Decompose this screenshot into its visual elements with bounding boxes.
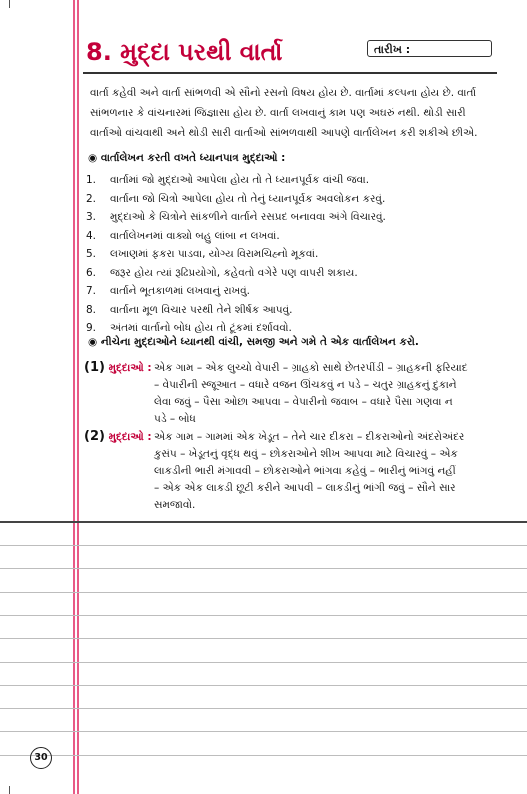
ruled-line	[0, 592, 527, 593]
list-item	[86, 319, 496, 338]
points-list	[86, 171, 496, 338]
topic-label	[84, 429, 152, 444]
ruled-line	[0, 638, 527, 639]
item-text: વાર્તાલેખનમાં વાક્યો બહુ લાંબા ન લખવાં.	[110, 229, 280, 242]
crop-mark	[9, 786, 10, 794]
item-text: અંતમાં વાર્તાનો બોધ હોય તો ટૂંકમાં દર્શાવવો.	[110, 322, 292, 334]
item-number: 4.	[86, 229, 97, 242]
ruled-line	[0, 615, 527, 616]
ruled-line	[0, 545, 527, 546]
topic-label-text: મુદ્દાઓ :	[108, 362, 152, 374]
ruled-line	[0, 708, 527, 709]
list-item	[86, 190, 496, 209]
ruled-line	[0, 755, 527, 756]
ruled-line	[0, 685, 527, 686]
list-item	[86, 301, 496, 320]
topic-line: પડે – બોધ	[154, 413, 196, 425]
page-title: 8. મુદ્દા પરથી વાર્તા	[86, 38, 283, 66]
topic-line: કુસંપ – ખેડૂતનું વૃદ્ધ થવું – છોકરાઓને શીખ આપવા માટે વિચારવું – એક	[154, 448, 458, 460]
item-number: 7.	[86, 285, 97, 297]
topic-line: સમજાવો.	[154, 499, 196, 511]
list-item	[86, 264, 496, 283]
item-number: 9.	[86, 322, 97, 334]
item-text: વાર્તાના મૂળ વિચાર પરથી તેને શીર્ષક આપવું.	[110, 303, 293, 316]
section-divider	[0, 521, 527, 523]
topic-label	[84, 360, 152, 375]
topic-line: લેવા જવું – પૈસા ઓછા આપવા – વેપારીનો જવાબ – વધારે પૈસા ગણવા ન	[154, 396, 453, 408]
item-text: જરૂર હોય ત્યાં રૂઢિપ્રયોગો, કહેવતો વગેરે પણ વાપરી શકાય.	[110, 266, 358, 279]
item-text: લખાણમાં ફકરા પાડવા, યોગ્ય વિરામચિહ્નો મૂકવાં.	[110, 248, 319, 260]
list-item	[86, 208, 496, 227]
intro-line: વાર્તાઓ વાંચવાથી અને થોડી સારી વાર્તાઓ સાંભળવાથી આપણે વાર્તાલેખન કરી શકીએ છીએ.	[90, 127, 478, 139]
list-item	[86, 282, 496, 301]
item-text: મુદ્દાઓ કે ચિત્રોને સાંકળીને વાર્તાને રસપ્રદ બનાવવા અંગે વિચારવું.	[110, 211, 386, 223]
topic-text	[154, 360, 502, 428]
ruled-line	[0, 731, 527, 732]
item-number: 6.	[86, 266, 97, 279]
item-number: 5.	[86, 248, 97, 260]
item-number: 8.	[86, 303, 97, 316]
task-heading: ◉ નીચેના મુદ્દાઓને ધ્યાનથી વાંચી, સમજી અને ગમે તે એક વાર્તાલેખન કરો.	[88, 336, 419, 348]
topic-line: – એક એક લાકડી છૂટી કરીને આપવી – લાકડીનું ભાંગી જવું – સૌને સાર	[154, 482, 456, 494]
item-number: 1.	[86, 174, 97, 186]
topic-line: – વેપારીની સ્જૂઆત – વધારે વજન ઊંચકવું ન પડે – ચતુર ગ્રાહકનું દુકાને	[154, 379, 457, 391]
ruled-line	[0, 568, 527, 569]
item-number: 3.	[86, 211, 97, 223]
list-item	[86, 227, 496, 246]
date-field: તારીખ :	[367, 40, 492, 57]
intro-paragraph	[90, 83, 494, 143]
crop-mark	[9, 0, 10, 8]
list-item	[86, 245, 496, 264]
page-number: 30	[30, 747, 52, 769]
ruled-line	[0, 662, 527, 663]
points-heading: ◉ વાર્તાલેખન કરતી વખતે ધ્યાનપાત્ર મુદ્દાઓ :	[88, 152, 286, 164]
topic-label-text: મુદ્દાઓ :	[108, 431, 152, 443]
title-underline	[83, 72, 497, 74]
item-text: વાર્તામાં જો મુદ્દાઓ આપેલા હોય તો તે ધ્યાનપૂર્વક વાંચી જવા.	[110, 174, 370, 186]
topic-number: (1)	[84, 360, 105, 375]
item-text: વાર્તાના જો ચિત્રો આપેલા હોય તો તેનું ધ્યાનપૂર્વક અવલોકન કરવું.	[110, 192, 386, 205]
list-item	[86, 171, 496, 190]
topic-line: એક ગામ – ગામમાં એક ખેડૂત – તેને ચાર દીકરા – દીકરાઓનો અંદરોઅંદર	[154, 431, 465, 443]
intro-line: વાર્તા કહેવી અને વાર્તા સાંભળવી એ સૌનો રસનો વિષય હોય છે. વાર્તામાં કલ્પના હોય છે. વાર્તા	[90, 87, 477, 99]
margin-line	[73, 0, 75, 794]
item-text: વાર્તાને ભૂતકાળમાં લખવાનું રાખવું.	[110, 285, 251, 297]
margin-line	[77, 0, 79, 794]
topic-text	[154, 429, 502, 514]
topic-number: (2)	[84, 429, 105, 444]
intro-line: સાંભળનાર કે વાંચનારમાં જિજ્ઞાસા હોય છે. વાર્તા લખવાનું કામ પણ અઘરું નથી. થોડી સારી	[90, 107, 466, 119]
topic-line: લાકડીની ભારી મંગાવવી – છોકરાઓને ભાંગવા કહેવું – ભારીનું ભાંગવું નહીં	[154, 465, 456, 477]
item-number: 2.	[86, 192, 97, 205]
topic-line: એક ગામ – એક લુચ્ચો વેપારી – ગ્રાહકો સાથે છેતરપીંડી – ગ્રાહકની ફરિયાદ	[154, 362, 468, 374]
